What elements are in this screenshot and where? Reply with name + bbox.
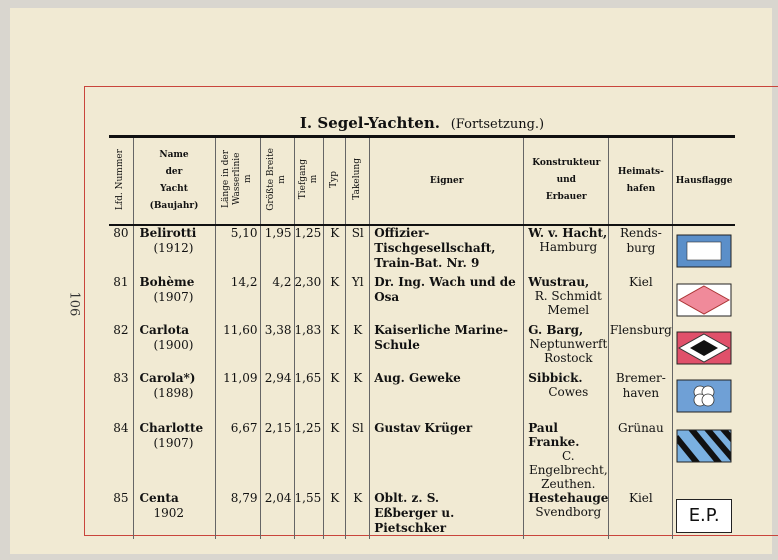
builder-cell xyxy=(524,275,609,323)
rig-value: K xyxy=(346,371,370,421)
row-number: 81 xyxy=(109,275,133,323)
build-year: (1907) xyxy=(153,435,194,450)
length-value: 11,09 xyxy=(215,371,260,421)
type-value: K xyxy=(324,225,346,275)
header-breite: Größte Breite m xyxy=(260,137,294,225)
owner-line-2: Schule xyxy=(374,337,420,352)
row-number: 80 xyxy=(109,225,133,275)
house-flag-icon xyxy=(676,283,732,317)
owner-cell xyxy=(370,323,524,371)
type-value: K xyxy=(324,371,346,421)
header-heimatshafen: Heimats- hafen xyxy=(609,137,673,225)
house-flag-icon xyxy=(676,234,732,268)
builder-cell xyxy=(524,491,609,539)
yacht-name: Bohème xyxy=(139,274,195,289)
owner-line-1: Kaiserliche Marine- xyxy=(374,322,508,337)
beam-value: 2,15 xyxy=(260,421,294,491)
builder-line-1: W. v. Hacht, xyxy=(528,225,608,240)
house-flag-icon xyxy=(676,379,732,413)
draft-value: 1,65 xyxy=(294,371,324,421)
type-value: K xyxy=(324,491,346,539)
length-value: 11,60 xyxy=(215,323,260,371)
builder-line-2: C. Engelbrecht, xyxy=(528,448,608,477)
builder-line-1: G. Barg, xyxy=(528,322,584,337)
beam-value: 2,94 xyxy=(260,371,294,421)
builder-line-1: Sibbick. xyxy=(528,370,583,385)
owner-cell xyxy=(370,275,524,323)
yacht-name: Charlotte xyxy=(139,420,204,435)
length-value: 8,79 xyxy=(215,491,260,539)
row-number: 84 xyxy=(109,421,133,491)
table-row xyxy=(109,371,735,421)
header-name: Name der Yacht (Baujahr) xyxy=(133,137,215,225)
builder-line-3: Zeuthen. xyxy=(541,476,596,491)
owner-line-1: Gustav Krüger xyxy=(374,420,473,435)
rig-value: Sl xyxy=(346,421,370,491)
header-eigner: Eigner xyxy=(370,137,524,225)
header-takelung: Takelung xyxy=(346,137,370,225)
build-year: (1898) xyxy=(153,385,194,400)
table-row xyxy=(109,225,735,275)
owner-line-2: Eßberger u. Pietschker xyxy=(374,505,455,535)
draft-value: 1,83 xyxy=(294,323,324,371)
page-title xyxy=(110,114,734,132)
rig-value: Sl xyxy=(346,225,370,275)
home-port: Rends- burg xyxy=(609,225,673,275)
section-continuation: (Fortsetzung.) xyxy=(450,117,545,132)
yacht-name-cell xyxy=(133,323,215,371)
builder-line-3: Rostock xyxy=(544,350,593,365)
builder-line-2: Hamburg xyxy=(539,239,598,254)
builder-line-2: Cowes xyxy=(548,384,589,399)
header-laenge: Länge in der Wasserlinie m xyxy=(215,137,260,225)
owner-line-1: Aug. Geweke xyxy=(374,370,461,385)
yacht-name: Carola*) xyxy=(139,370,196,385)
yacht-name: Carlota xyxy=(139,322,190,337)
header-konstrukteur: Konstrukteur und Erbauer xyxy=(524,137,609,225)
page-number: 106 xyxy=(66,291,82,317)
length-value: 14,2 xyxy=(215,275,260,323)
yacht-name-cell xyxy=(133,421,215,491)
length-value: 6,67 xyxy=(215,421,260,491)
house-flag-icon: E.P. xyxy=(676,499,732,533)
house-flag-cell xyxy=(673,421,735,491)
length-value: 5,10 xyxy=(215,225,260,275)
beam-value: 3,38 xyxy=(260,323,294,371)
builder-cell xyxy=(524,225,609,275)
house-flag-cell xyxy=(673,323,735,371)
header-hausflagge: Hausflagge xyxy=(675,175,733,186)
header-tiefgang: Tiefgang m xyxy=(294,137,324,225)
rig-value: K xyxy=(346,323,370,371)
yacht-name-cell xyxy=(133,491,215,539)
beam-value: 4,2 xyxy=(260,275,294,323)
yacht-name-cell xyxy=(133,225,215,275)
table-row xyxy=(109,491,735,539)
builder-line-2: Neptunwerft xyxy=(529,336,608,351)
owner-line-1: Oblt. z. S. xyxy=(374,490,440,505)
home-port: Flensburg xyxy=(609,323,673,371)
row-number: 85 xyxy=(109,491,133,539)
rig-value: K xyxy=(346,491,370,539)
builder-line-2: R. Schmidt xyxy=(534,288,602,303)
home-port: Bremer- haven xyxy=(609,371,673,421)
book-page xyxy=(10,8,772,554)
builder-line-1: Paul Franke. xyxy=(528,420,580,449)
row-number: 83 xyxy=(109,371,133,421)
builder-line-1: Hestehauge xyxy=(528,490,609,505)
builder-line-1: Wustrau, xyxy=(528,274,590,289)
beam-value: 1,95 xyxy=(260,225,294,275)
house-flag-cell xyxy=(673,371,735,421)
draft-value: 1,55 xyxy=(294,491,324,539)
builder-line-3: Memel xyxy=(547,302,590,317)
draft-value: 1,25 xyxy=(294,225,324,275)
house-flag-cell xyxy=(673,225,735,275)
build-year: (1907) xyxy=(153,289,194,304)
build-year: (1900) xyxy=(153,337,194,352)
table-row xyxy=(109,275,735,323)
owner-cell xyxy=(370,225,524,275)
table-row xyxy=(109,421,735,491)
yacht-name: Belirotti xyxy=(139,225,197,240)
beam-value: 2,04 xyxy=(260,491,294,539)
rig-value: Yl xyxy=(346,275,370,323)
owner-cell xyxy=(370,421,524,491)
build-year: (1912) xyxy=(153,240,194,255)
builder-line-2: Svendborg xyxy=(535,504,602,519)
house-flag-cell xyxy=(673,491,735,539)
house-flag-icon xyxy=(676,331,732,365)
row-number: 82 xyxy=(109,323,133,371)
owner-cell xyxy=(370,371,524,421)
house-flag-icon xyxy=(676,429,732,463)
table-header xyxy=(109,137,735,225)
builder-cell xyxy=(524,323,609,371)
header-lfd: Lfd. Nummer xyxy=(109,137,133,225)
type-value: K xyxy=(324,421,346,491)
builder-cell xyxy=(524,421,609,491)
owner-line-1: Dr. Ing. Wach und de Osa xyxy=(374,274,516,304)
home-port: Kiel xyxy=(609,491,673,539)
owner-cell xyxy=(370,491,524,539)
yacht-name-cell xyxy=(133,371,215,421)
draft-value: 1,25 xyxy=(294,421,324,491)
home-port: Kiel xyxy=(609,275,673,323)
yacht-name-cell xyxy=(133,275,215,323)
home-port: Grünau xyxy=(609,421,673,491)
section-title: I. Segel-Yachten. xyxy=(299,114,440,132)
table-row xyxy=(109,323,735,371)
type-value: K xyxy=(324,275,346,323)
yacht-table xyxy=(109,135,735,539)
yacht-name: Centa xyxy=(139,490,179,505)
header-typ: Typ xyxy=(324,137,346,225)
type-value: K xyxy=(324,323,346,371)
owner-line-2: Train-Bat. Nr. 9 xyxy=(374,255,480,270)
draft-value: 2,30 xyxy=(294,275,324,323)
builder-cell xyxy=(524,371,609,421)
build-year: 1902 xyxy=(153,505,185,520)
house-flag-cell xyxy=(673,275,735,323)
owner-line-1: Offizier-Tischgesellschaft, xyxy=(374,225,496,255)
